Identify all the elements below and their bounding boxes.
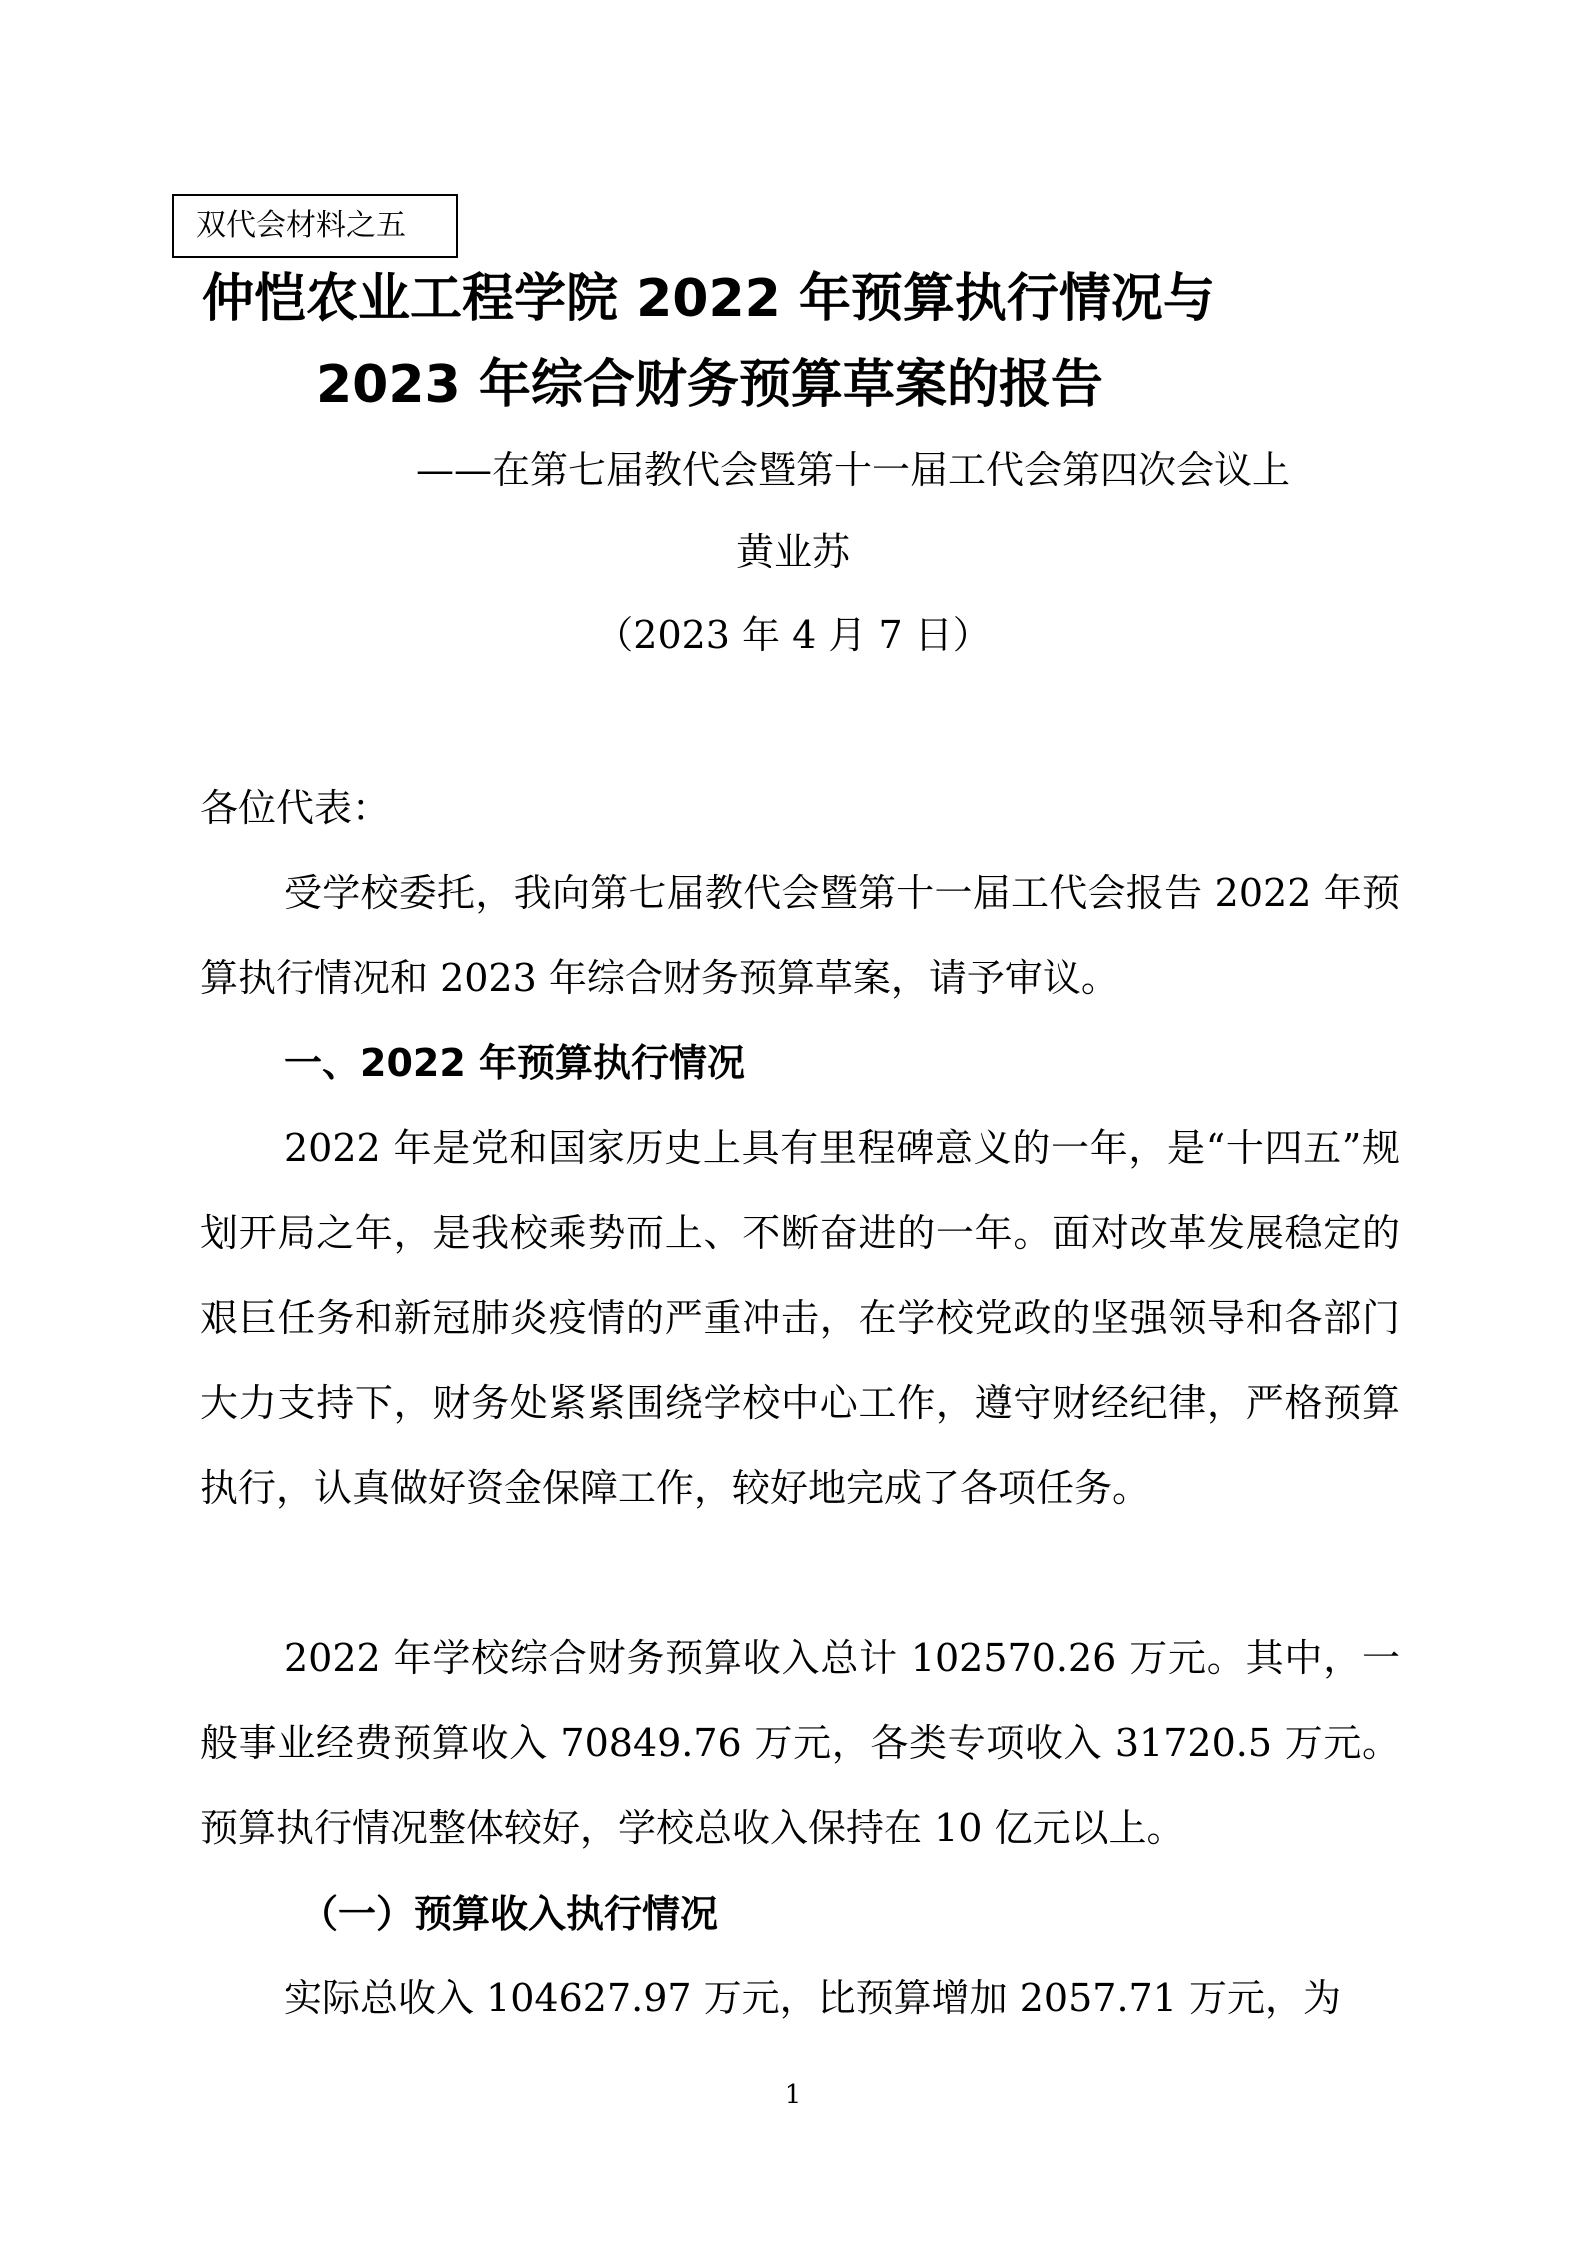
subsection-1-paragraph-1: 实际总收入 104627.97 万元，比预算增加 2057.71 万元，为 <box>284 1976 1341 2020</box>
report-subtitle: ——在第七届教代会暨第十一届工代会第四次会议上 <box>416 448 1291 492</box>
report-date: （2023 年 4 月 7 日） <box>595 613 991 657</box>
section-1-paragraph-2: 2022 年学校综合财务预算收入总计 102570.26 万元。其中，一般事业经费预算收入 70849.76 万元，各类专项收入 31720.5 万元。预算执行情况整体较好，学校总收入保持在 10 亿元以上。 <box>200 1636 1400 1850</box>
salutation: 各位代表： <box>200 786 391 830</box>
subsection-1-heading: （一）预算收入执行情况 <box>300 1891 719 1936</box>
report-title-line-2: 2023 年综合财务预算草案的报告 <box>316 355 1103 415</box>
document-tag-box: 双代会材料之五 <box>172 194 458 258</box>
intro-paragraph: 受学校委托，我向第七届教代会暨第十一届工代会报告 2022 年预算执行情况和 2023 年综合财务预算草案，请予审议。 <box>200 871 1400 1000</box>
section-1-paragraph-1: 2022 年是党和国家历史上具有里程碑意义的一年，是“十四五”规划开局之年，是我校乘势而上、不断奋进的一年。面对改革发展稳定的艰巨任务和新冠肺炎疫情的严重冲击，在学校党政的坚强领导和各部门大力支持下，财务处紧紧围绕学校中心工作，遵守财经纪律，严格预算执行，认真做好资金保障工作，较好地完成了各项任务。 <box>200 1126 1400 1510</box>
section-1-heading: 一、2022 年预算执行情况 <box>284 1041 745 1085</box>
report-title-line-1: 仲恺农业工程学院 2022 年预算执行情况与 <box>202 269 1215 329</box>
report-author: 黄业苏 <box>735 530 850 574</box>
page-number: 1 <box>784 2080 802 2110</box>
